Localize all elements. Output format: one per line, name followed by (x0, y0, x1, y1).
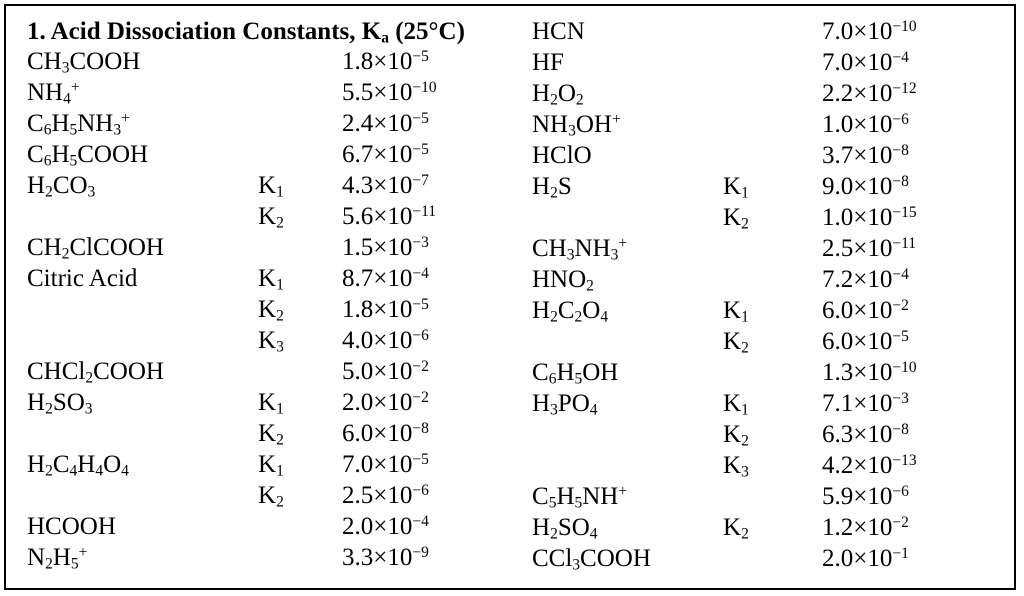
ka-value: $6.0\times 10^{-8}$ (342, 419, 429, 447)
acid-name: $H_2S$ (532, 173, 572, 202)
acid-name: $H_2SO_4$ (532, 514, 598, 543)
k-label: $K_2$ (258, 296, 284, 325)
ka-value: $4.2\times 10^{-13}$ (822, 451, 917, 479)
table-title: 1. Acid Dissociation Constants, $K_a$ (25°C) (27, 18, 465, 47)
ka-value: $3.3\times 10^{-9}$ (342, 543, 429, 571)
ka-value: $5.0\times 10^{-2}$ (342, 357, 429, 385)
k-label: $K_3$ (723, 452, 749, 481)
acid-name: $H_2C_2O_4$ (532, 297, 609, 326)
ka-value: $5.6\times 10^{-11}$ (342, 202, 437, 230)
acid-name: $CH_3NH_3^+$ (532, 234, 628, 264)
ka-value: $1.8\times 10^{-5}$ (342, 47, 429, 75)
k-label: $K_2$ (723, 204, 749, 233)
acid-name: HCOOH (27, 513, 116, 540)
ka-value: $7.2\times 10^{-4}$ (822, 265, 909, 293)
acid-name: $CH_2ClCOOH$ (27, 234, 164, 263)
acid-name: $HNO_2$ (532, 266, 594, 295)
ka-value: $6.7\times 10^{-5}$ (342, 140, 429, 168)
k-label: $K_3$ (258, 327, 284, 356)
acid-name: $C_6H_5NH_3^+$ (27, 109, 130, 139)
acid-name: HF (532, 49, 564, 76)
acid-name: $C_6H_5COOH$ (27, 141, 149, 170)
k-label: $K_1$ (258, 451, 284, 480)
acid-name: CHCl$_2$COOH (27, 358, 164, 387)
ka-value: $1.3\times 10^{-10}$ (822, 358, 917, 386)
ka-value: $8.7\times 10^{-4}$ (342, 264, 429, 292)
acid-name: HClO (532, 142, 592, 169)
k-label: $K_2$ (258, 482, 284, 511)
ka-value: $2.5\times 10^{-6}$ (342, 481, 429, 509)
k-label: $K_1$ (258, 265, 284, 294)
k-label: $K_2$ (723, 514, 749, 543)
ka-value: $2.0\times 10^{-4}$ (342, 512, 429, 540)
ka-value: $1.0\times 10^{-15}$ (822, 203, 917, 231)
ka-value: $5.5\times 10^{-10}$ (342, 78, 437, 106)
ka-value: $2.0\times 10^{-2}$ (342, 388, 429, 416)
ka-value: $4.3\times 10^{-7}$ (342, 171, 429, 199)
k-label: $K_2$ (258, 420, 284, 449)
k-label: $K_2$ (723, 328, 749, 357)
ka-value: $2.2\times 10^{-12}$ (822, 79, 917, 107)
acid-name: $H_2SO_3$ (27, 389, 93, 418)
ka-value: $1.8\times 10^{-5}$ (342, 295, 429, 323)
ka-value: $2.5\times 10^{-11}$ (822, 234, 917, 262)
ka-value: $2.4\times 10^{-5}$ (342, 109, 429, 137)
ka-value: $4.0\times 10^{-6}$ (342, 326, 429, 354)
acid-name: $H_2O_2$ (532, 80, 584, 109)
acid-name: $H_2CO_3$ (27, 172, 96, 201)
ka-value: $7.0\times 10^{-5}$ (342, 450, 429, 478)
k-label: $K_1$ (723, 173, 749, 202)
ka-value: $2.0\times 10^{-1}$ (822, 544, 909, 572)
acid-name: CCl$_3$COOH (532, 545, 651, 574)
ka-value: $9.0\times 10^{-8}$ (822, 172, 909, 200)
ka-value: $6.3\times 10^{-8}$ (822, 420, 909, 448)
ka-value: $1.0\times 10^{-6}$ (822, 110, 909, 138)
ka-value: $1.2\times 10^{-2}$ (822, 513, 909, 541)
k-label: $K_1$ (258, 389, 284, 418)
acid-name: $N_2H_5^+$ (27, 543, 88, 573)
acid-name: HCN (532, 18, 585, 45)
ka-value: $7.0\times 10^{-10}$ (822, 17, 917, 45)
ka-value: $5.9\times 10^{-6}$ (822, 482, 909, 510)
acid-name: $H_2C_4H_4O_4$ (27, 451, 129, 480)
acid-name: $CH_3COOH$ (27, 48, 141, 77)
acid-name: $NH_4^+$ (27, 78, 80, 108)
k-label: $K_1$ (723, 390, 749, 419)
ka-value: $1.5\times 10^{-3}$ (342, 233, 429, 261)
acid-name: $C_6H_5OH$ (532, 359, 619, 388)
ka-value: $7.1\times 10^{-3}$ (822, 389, 909, 417)
acid-name: $C_5H_5NH^+$ (532, 482, 628, 512)
ka-value: $7.0\times 10^{-4}$ (822, 48, 909, 76)
acid-name: $H_3PO_4$ (532, 390, 598, 419)
ka-value: $6.0\times 10^{-2}$ (822, 296, 909, 324)
ka-value: $3.7\times 10^{-8}$ (822, 141, 909, 169)
k-label: $K_1$ (258, 172, 284, 201)
ka-value: $6.0\times 10^{-5}$ (822, 327, 909, 355)
k-label: $K_2$ (258, 203, 284, 232)
acid-name: $NH_3OH^+$ (532, 110, 621, 140)
k-label: $K_1$ (723, 297, 749, 326)
acid-name: Citric Acid (27, 265, 138, 292)
k-label: $K_2$ (723, 421, 749, 450)
